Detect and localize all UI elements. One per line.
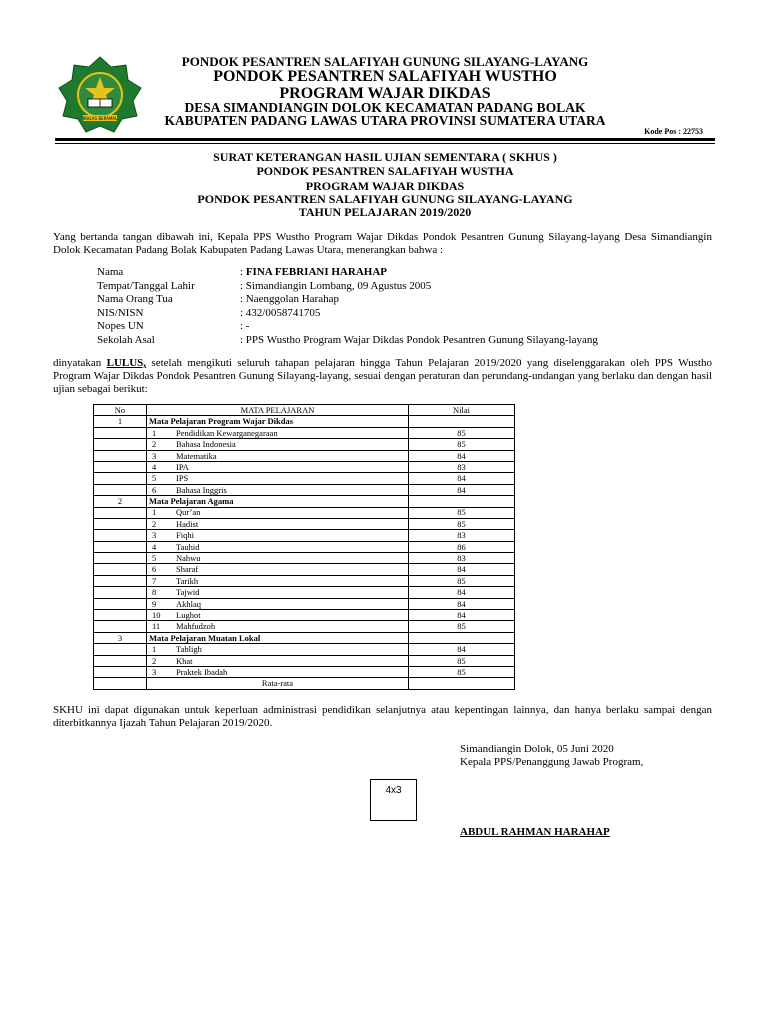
header-address-line-1: DESA SIMANDIANGIN DOLOK KECAMATAN PADANG BOLAK (184, 100, 586, 115)
info-colon: : (240, 266, 246, 278)
table-row (94, 553, 515, 564)
info-label: NIS/NISN (97, 306, 144, 319)
subject-cell (147, 450, 409, 461)
section-title: Mata Pelajaran Agama (147, 496, 409, 507)
subject-number: 3 (152, 530, 157, 541)
info-row (97, 320, 598, 334)
subject-cell (147, 427, 409, 438)
row-blank (94, 587, 147, 598)
subject-name: Tauhid (176, 541, 200, 552)
row-blank (94, 450, 147, 461)
subject-score: 84 (409, 473, 515, 484)
subject-name: Praktek Ibadah (176, 666, 228, 677)
subject-number: 6 (152, 484, 157, 495)
subject-cell (147, 473, 409, 484)
row-blank (94, 621, 147, 632)
subject-number: 8 (152, 587, 157, 598)
title-line-2: PONDOK PESANTREN SALAFIYAH WUSTHA (256, 164, 514, 178)
subject-name: Akhlaq (176, 598, 202, 609)
subject-name: Bahasa Indonesia (176, 439, 236, 450)
row-blank (94, 655, 147, 666)
row-blank (94, 473, 147, 484)
table-row (94, 575, 515, 586)
table-header-row (94, 405, 515, 416)
info-value-emphasis: FINA FEBRIANI HARAHAP (245, 266, 387, 278)
subject-number: 4 (152, 461, 157, 472)
table-section-row (94, 632, 515, 643)
table-row (94, 450, 515, 461)
info-value: : Simandiangin Lombang, 09 Agustus 2005 (240, 279, 432, 292)
table-row (94, 530, 515, 541)
subject-score: 84 (409, 587, 515, 598)
section-number: 1 (94, 416, 147, 427)
table-row (94, 518, 515, 529)
table-row (94, 587, 515, 598)
subject-number: 1 (152, 507, 157, 518)
subject-name: Qur’an (176, 507, 201, 518)
table-average-row (94, 678, 515, 689)
average-value (409, 678, 515, 689)
title-line-4: PONDOK PESANTREN SALAFIYAH GUNUNG SILAYANG-LAYANG (197, 192, 573, 206)
table-row (94, 473, 515, 484)
row-blank (94, 461, 147, 472)
subject-name: Tabligh (176, 644, 202, 655)
table-row (94, 541, 515, 552)
subject-score: 85 (409, 621, 515, 632)
header-program-name: PROGRAM WAJAR DIKDAS (279, 85, 491, 102)
info-value (240, 266, 387, 280)
subject-cell (147, 598, 409, 609)
grades-table (93, 404, 515, 690)
section-number: 3 (94, 632, 147, 643)
row-blank (94, 575, 147, 586)
table-row (94, 621, 515, 632)
subject-cell (147, 666, 409, 677)
result-suffix: setelah mengikuti seluruh tahapan pelajaran hingga Tahun Pelajaran 2019/2020 yang diselenggarakan oleh PPS Wustho Program Wajar Dikdas Pondok Pesantren Gunung Silayang-layang, sesuai dengan peraturan dan perundang-undangan yang berlaku dan dengan hasil ujian sebagai berikut: (53, 357, 712, 395)
info-label: Sekolah Asal (97, 333, 155, 346)
info-label: Nama Orang Tua (97, 293, 173, 305)
table-section-row (94, 496, 515, 507)
table-section-row (94, 416, 515, 427)
subject-score: 85 (409, 439, 515, 450)
subject-cell (147, 644, 409, 655)
header-line-1: PONDOK PESANTREN SALAFIYAH GUNUNG SILAYANG-LAYANG (181, 54, 589, 69)
row-blank (94, 484, 147, 495)
subject-cell (147, 587, 409, 598)
column-header-no: No (94, 405, 147, 416)
average-blank (94, 678, 147, 689)
row-blank (94, 518, 147, 529)
subject-cell (147, 439, 409, 450)
section-number: 2 (94, 496, 147, 507)
subject-score: 83 (409, 553, 515, 564)
subject-number: 1 (152, 427, 157, 438)
section-title: Mata Pelajaran Muatan Lokal (147, 632, 409, 643)
subject-number: 11 (152, 621, 161, 632)
section-score (409, 496, 515, 507)
info-row (97, 334, 598, 348)
subject-number: 5 (152, 473, 157, 484)
subject-name: Bahasa Inggris (176, 484, 227, 495)
subject-score: 83 (409, 461, 515, 472)
subject-cell (147, 575, 409, 586)
table-row (94, 610, 515, 621)
subject-score: 84 (409, 564, 515, 575)
signer-name: ABDUL RAHMAN HARAHAP (460, 826, 610, 838)
subject-name: Mahfudzoh (176, 621, 216, 632)
table-row (94, 655, 515, 666)
info-value: : Naenggolan Harahap (240, 293, 339, 305)
subject-cell (147, 564, 409, 575)
subject-score: 83 (409, 530, 515, 541)
column-header-subject: MATA PELAJARAN (147, 405, 409, 416)
signature-role: Kepala PPS/Penanggung Jawab Program, (460, 756, 644, 768)
info-row (97, 293, 598, 307)
subject-cell (147, 541, 409, 552)
subject-name: Tarikh (176, 575, 199, 586)
subject-cell (147, 484, 409, 495)
section-score (409, 632, 515, 643)
closing-paragraph: SKHU ini dapat digunakan untuk keperluan administrasi pendidikan selanjutnya atau kepentingan lainnya, dan hanya berlaku sampai dengan diterbitkannya Ijazah Tahun Pelajaran 2019/2020. (53, 704, 712, 729)
table-row (94, 461, 515, 472)
result-status: LULUS, (106, 357, 147, 369)
student-info-list (97, 266, 598, 347)
info-value: : - (240, 320, 250, 332)
subject-score: 85 (409, 427, 515, 438)
info-value: : PPS Wustho Program Wajar Dikdas Pondok Pesantren Gunung Silayang-layang (240, 333, 598, 346)
subject-name: Hadist (176, 518, 199, 529)
subject-name: Pendidikan Kewarganegaraan (176, 427, 278, 438)
table-row (94, 484, 515, 495)
subject-cell (147, 610, 409, 621)
subject-number: 2 (152, 655, 157, 666)
column-header-score: Nilai (409, 405, 515, 416)
subject-cell (147, 553, 409, 564)
subject-cell (147, 518, 409, 529)
subject-number: 1 (152, 644, 157, 655)
table-row (94, 439, 515, 450)
header-school-name: PONDOK PESANTREN SALAFIYAH WUSTHO (213, 68, 557, 85)
info-value: : 432/0058741705 (240, 306, 321, 319)
subject-cell (147, 507, 409, 518)
table-row (94, 507, 515, 518)
photo-placeholder: 4x3 (370, 779, 417, 821)
subject-number: 6 (152, 564, 157, 575)
subject-number: 3 (152, 450, 157, 461)
subject-number: 2 (152, 439, 157, 450)
table-row (94, 598, 515, 609)
subject-number: 5 (152, 553, 157, 564)
table-row (94, 666, 515, 677)
subject-score: 84 (409, 598, 515, 609)
subject-score: 86 (409, 541, 515, 552)
info-label: Nopes UN (97, 320, 144, 332)
subject-name: Tajwid (176, 587, 200, 598)
subject-number: 9 (152, 598, 157, 609)
subject-number: 4 (152, 541, 157, 552)
document-title: SURAT KETERANGAN HASIL UJIAN SEMENTARA ( SKHUS ) (213, 150, 557, 164)
row-blank (94, 564, 147, 575)
header-divider-thick (55, 138, 715, 141)
subject-score: 85 (409, 655, 515, 666)
subject-name: Matematika (176, 450, 217, 461)
row-blank (94, 598, 147, 609)
section-title: Mata Pelajaran Program Wajar Dikdas (147, 416, 409, 427)
row-blank (94, 507, 147, 518)
table-row (94, 644, 515, 655)
info-row (97, 280, 598, 294)
header-address-line-2: KABUPATEN PADANG LAWAS UTARA PROVINSI SUMATERA UTARA (164, 113, 606, 128)
title-academic-year: TAHUN PELAJARAN 2019/2020 (298, 205, 472, 219)
subject-score: 84 (409, 484, 515, 495)
subject-number: 7 (152, 575, 157, 586)
header-divider-thin (55, 143, 715, 144)
subject-name: Fiqhi (176, 530, 194, 541)
row-blank (94, 530, 147, 541)
subject-name: IPS (176, 473, 189, 484)
row-blank (94, 553, 147, 564)
table-row (94, 427, 515, 438)
subject-cell (147, 621, 409, 632)
subject-name: Nahwu (176, 553, 201, 564)
row-blank (94, 610, 147, 621)
subject-cell (147, 461, 409, 472)
info-label: Nama (97, 266, 124, 278)
subject-score: 84 (409, 450, 515, 461)
subject-name: IPA (176, 461, 189, 472)
subject-score: 85 (409, 575, 515, 586)
info-row (97, 266, 598, 280)
kemenag-emblem-logo (55, 55, 145, 135)
row-blank (94, 541, 147, 552)
title-line-3: PROGRAM WAJAR DIKDAS (305, 179, 465, 193)
info-label: Tempat/Tanggal Lahir (97, 279, 195, 292)
subject-score: 84 (409, 644, 515, 655)
section-score (409, 416, 515, 427)
row-blank (94, 644, 147, 655)
subject-name: Khat (176, 655, 193, 666)
subject-name: Sharaf (176, 564, 199, 575)
subject-number: 3 (152, 666, 157, 677)
row-blank (94, 427, 147, 438)
info-row (97, 307, 598, 321)
result-prefix: dinyatakan (53, 357, 107, 369)
postal-code: Kode Pos : 22753 (644, 127, 703, 136)
table-row (94, 564, 515, 575)
row-blank (94, 439, 147, 450)
subject-number: 2 (152, 518, 157, 529)
signature-place-date: Simandiangin Dolok, 05 Juni 2020 (460, 743, 614, 755)
subject-score: 85 (409, 518, 515, 529)
result-paragraph (53, 357, 712, 396)
subject-score: 85 (409, 666, 515, 677)
subject-score: 84 (409, 610, 515, 621)
subject-number: 10 (152, 609, 161, 620)
subject-name: Lughot (176, 609, 201, 620)
subject-score: 85 (409, 507, 515, 518)
emblem-motto: IKHLAS BERAMAL (82, 116, 118, 121)
subject-cell (147, 655, 409, 666)
row-blank (94, 666, 147, 677)
average-label: Rata-rata (147, 678, 409, 689)
intro-paragraph: Yang bertanda tangan dibawah ini, Kepala PPS Wustho Program Wajar Dikdas Pondok Pesantren Gunung Silayang-layang Desa Simandiangin Dolok Kecamatan Padang Bolak Kabupaten Padang Lawas Utara, menerangkan bahwa : (53, 231, 712, 256)
subject-cell (147, 530, 409, 541)
